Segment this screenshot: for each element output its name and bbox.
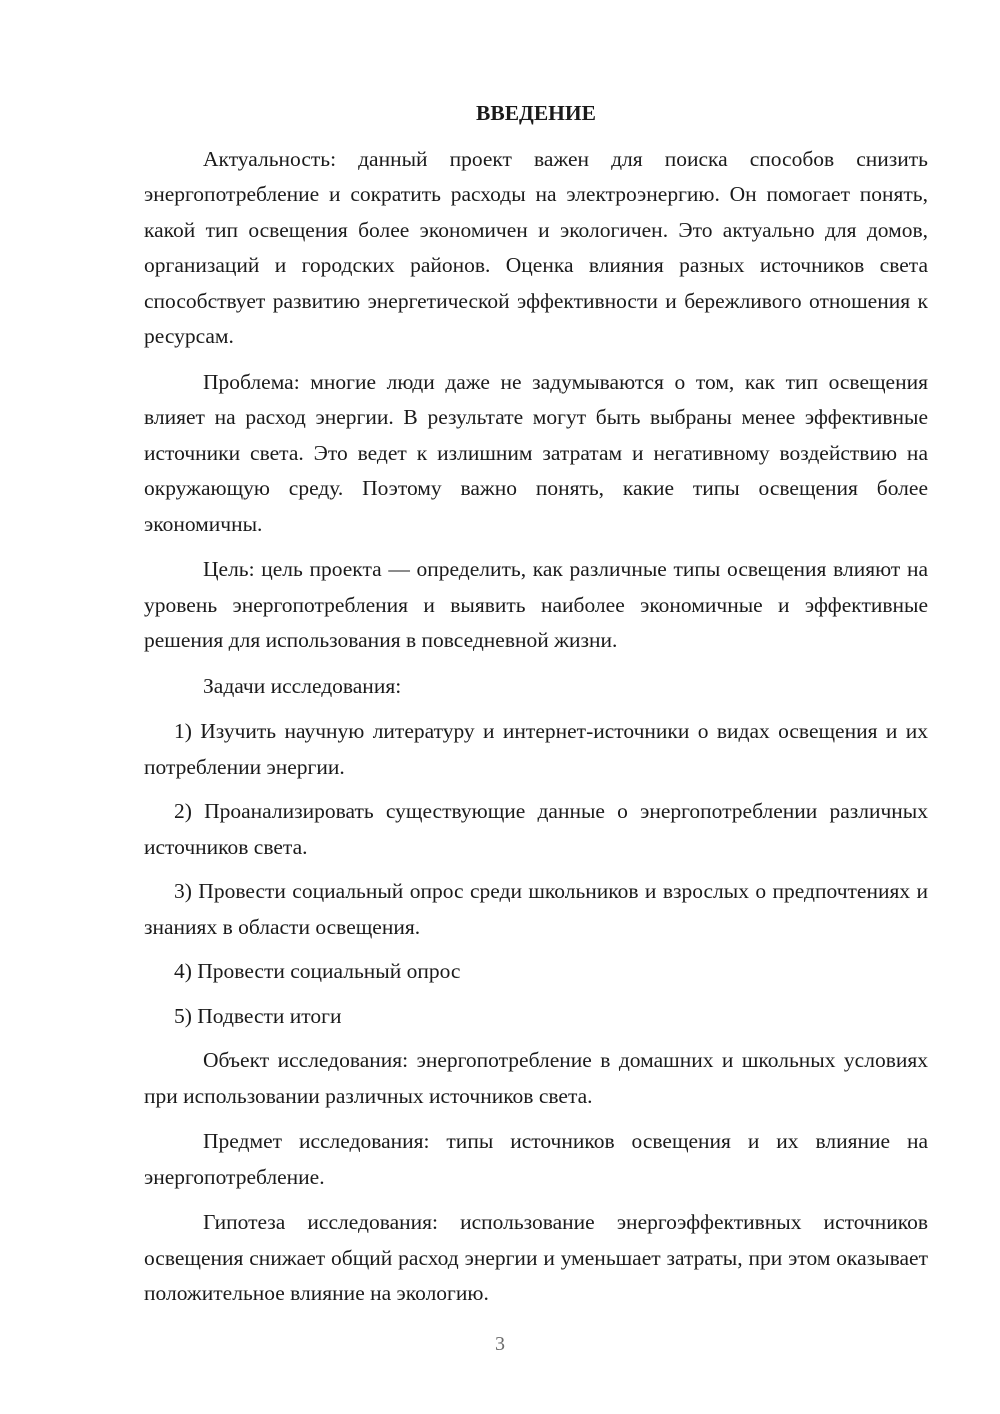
hypothesis-paragraph: Гипотеза исследования: использование энергоэффективных источников освещения снижает общий расход энергии и уменьшает затраты, при этом оказывает положительное влияние на экологию. (144, 1210, 928, 1305)
relevance-paragraph: Актуальность: данный проект важен для поиска способов снизить энергопотребление и сократить расходы на электроэнергию. Он помогает понять, какой тип освещения более экономичен и экологичен. Это актуально для домов, организаций и городских районов. Оценка влияния разных источников света способствует развитию энергетической эффективности и бережливого отношения к ресурсам. (144, 146, 928, 348)
task-item: 2) Проанализировать существующие данные о энергопотреблении различных источников света. (144, 799, 928, 859)
task-item: 4) Провести социальный опрос (174, 959, 461, 983)
task-item: 1) Изучить научную литературу и интернет-источники о видах освещения и их потреблении энергии. (144, 719, 928, 779)
object-paragraph: Объект исследования: энергопотребление в домашних и школьных условиях при использовании различных источников света. (144, 1048, 928, 1108)
document-page (144, 96, 928, 1322)
goal-paragraph: Цель: цель проекта — определить, как различные типы освещения влияют на уровень энергопотребления и выявить наиболее экономичные и эффективные решения для использования в повседневной жизни. (144, 557, 928, 652)
problem-paragraph: Проблема: многие люди даже не задумываются о том, как тип освещения влияет на расход энергии. В результате могут быть выбраны менее эффективные источники света. Это ведет к излишним затратам и негативному воздействию на окружающую среду. Поэтому важно понять, какие типы освещения более экономичны. (144, 369, 928, 536)
subject-paragraph: Предмет исследования: типы источников освещения и их влияние на энергопотребление. (144, 1129, 928, 1189)
page-number: 3 (495, 1333, 505, 1355)
page-title: ВВЕДЕНИЕ (476, 101, 596, 125)
task-item: 3) Провести социальный опрос среди школьников и взрослых о предпочтениях и знаниях в области освещения. (144, 879, 928, 939)
task-item: 5) Подвести итоги (174, 1003, 342, 1028)
tasks-heading: Задачи исследования: (203, 673, 402, 698)
